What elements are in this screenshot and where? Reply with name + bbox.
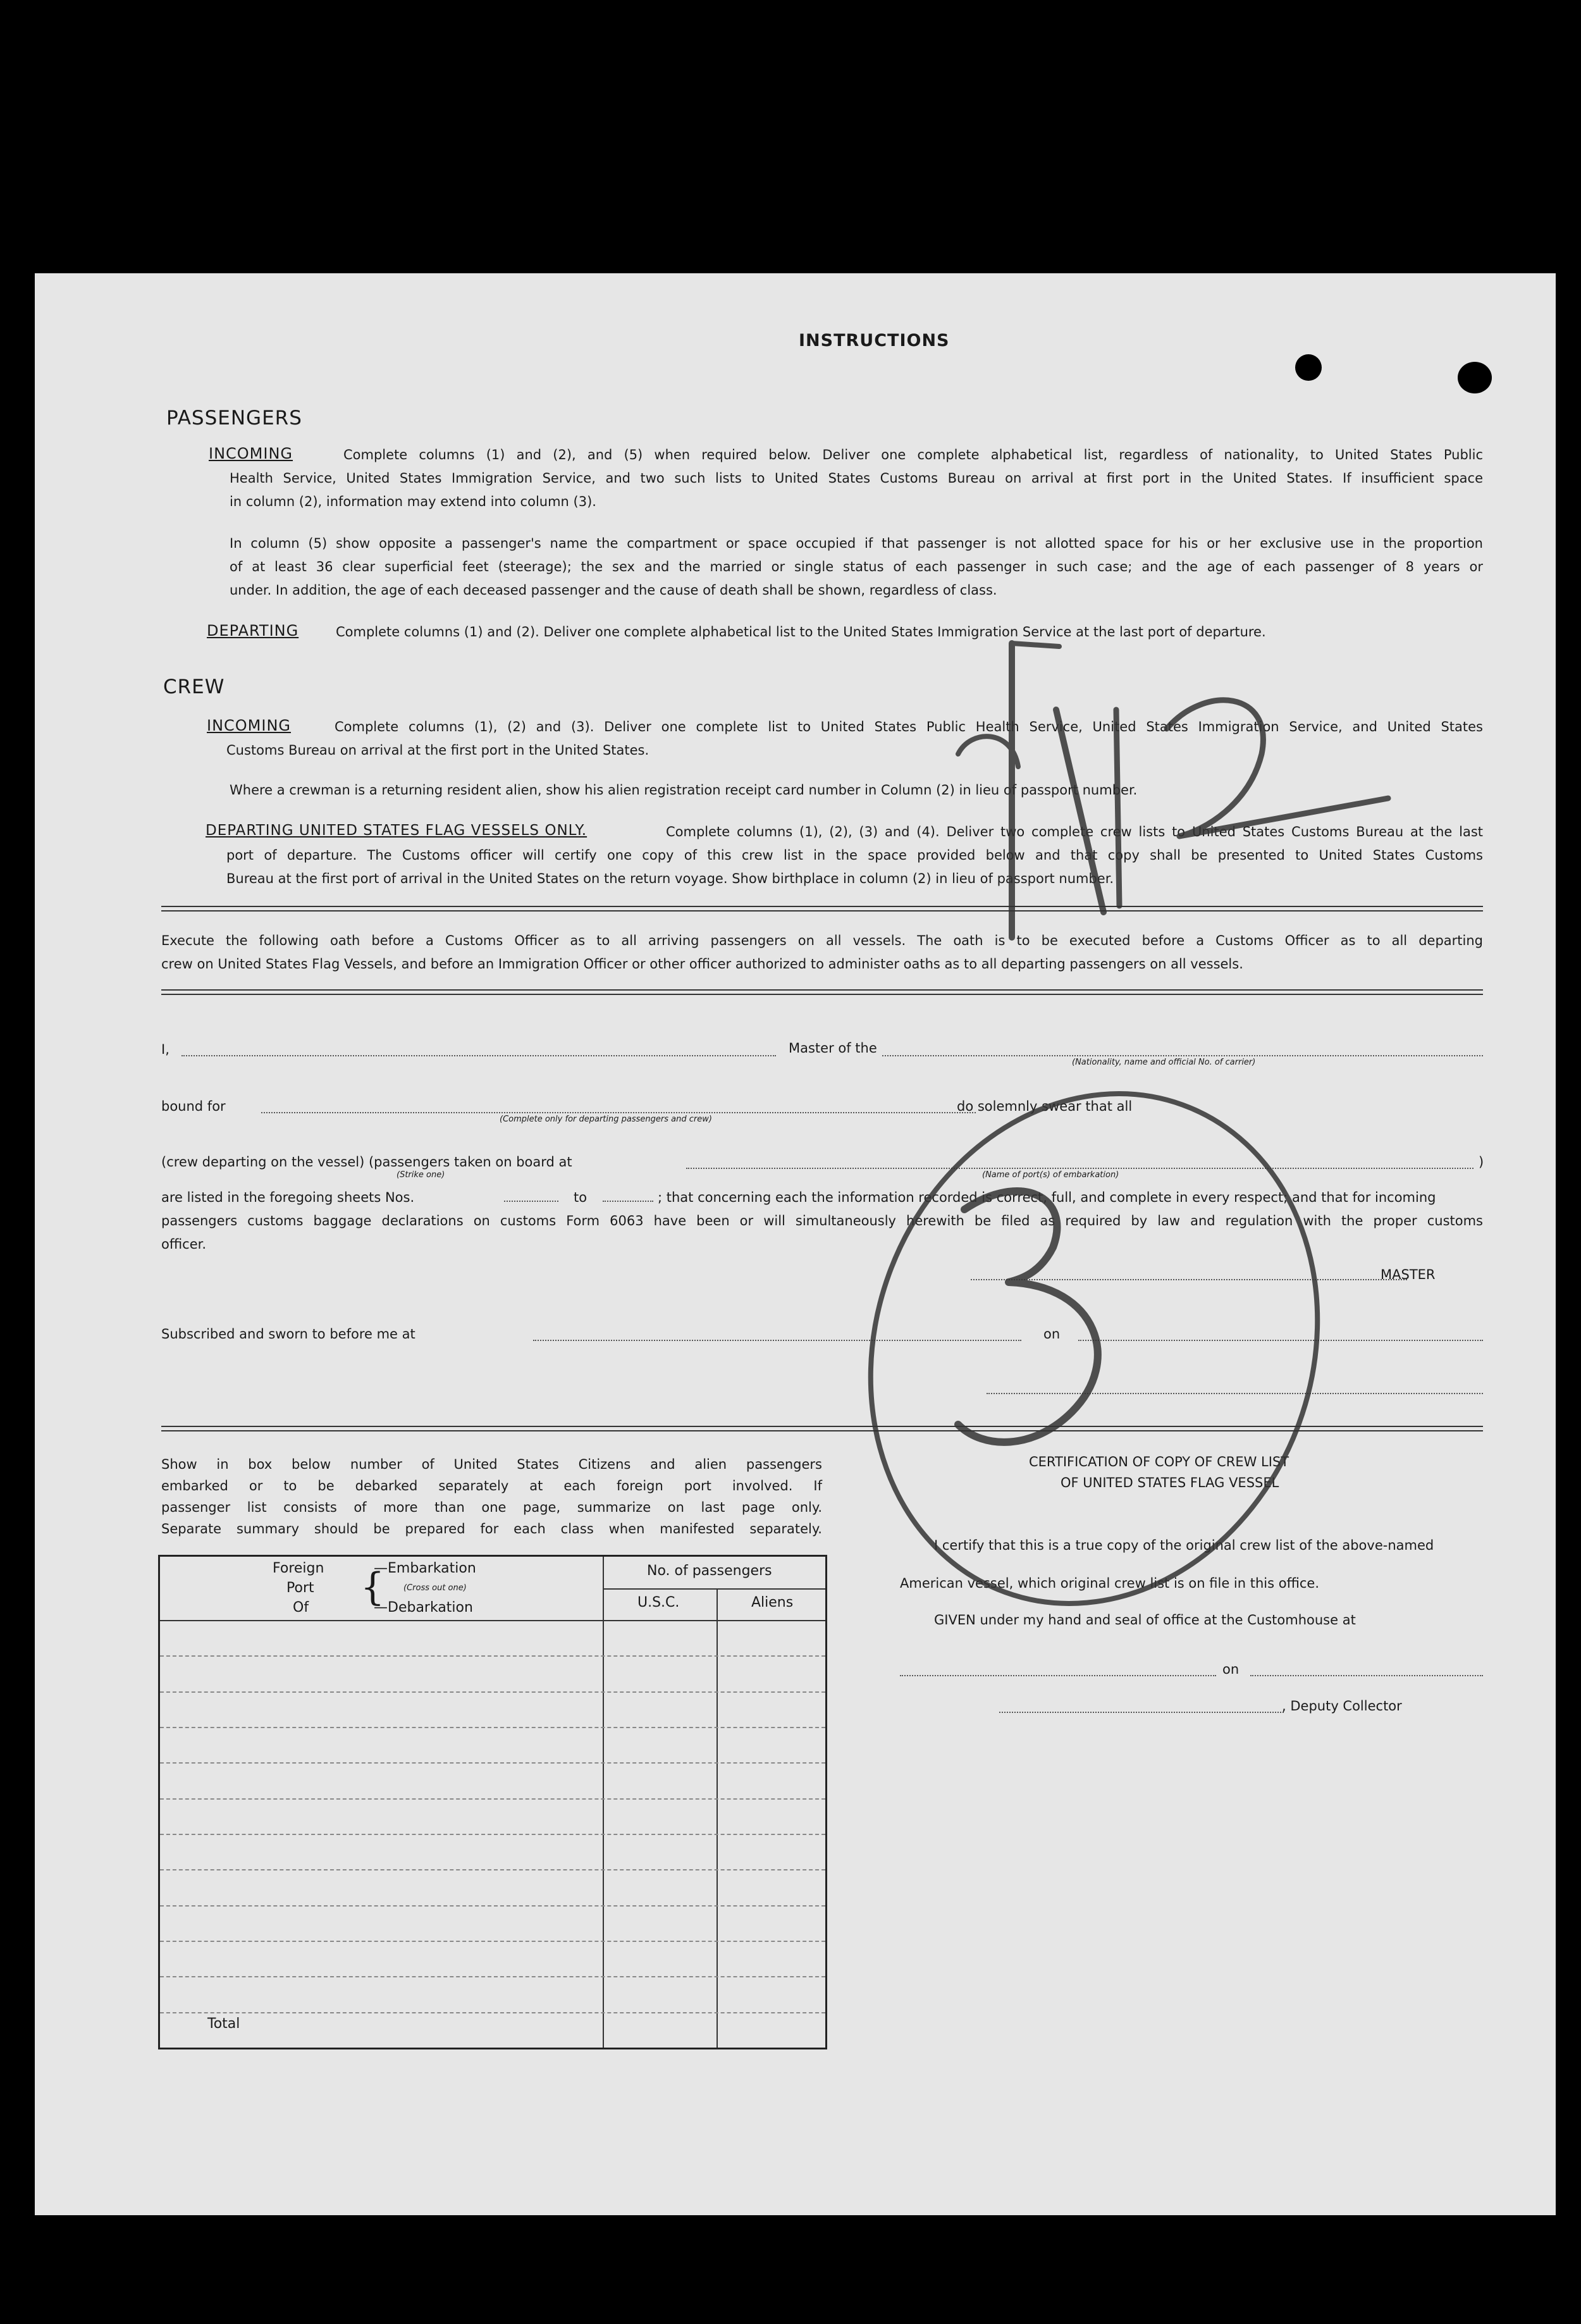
crew-departing-line1: Complete columns (1), (2), (3) and (4). Deliver two complete crew lists to United States Customs Bureau at the last	[666, 824, 1483, 839]
oath-i-label: I,	[161, 1042, 169, 1057]
crew-heading: CREW	[163, 676, 225, 698]
summary-line3: passenger list consists of more than one page, summarize on last page only.	[161, 1500, 822, 1515]
ports-note: (Name of port(s) of embarkation)	[982, 1170, 1119, 1180]
crew-incoming-label: INCOMING	[207, 717, 292, 734]
table-of: Of	[293, 1600, 309, 1616]
passengers-heading: PASSENGERS	[166, 407, 302, 430]
listed-label-b: ; that concerning each the information recorded is correct, full, and complete in every respect; and that for incoming	[658, 1190, 1436, 1205]
passengers-departing-text: Complete columns (1) and (2). Deliver one complete alphabetical list to the United States Immigration Service at the last port of departure.	[336, 624, 1266, 640]
cert-given: GIVEN under my hand and seal of office at the Customhouse at	[934, 1612, 1356, 1628]
cert-deputy-label: , Deputy Collector	[1282, 1698, 1402, 1714]
table-embarkation: —Embarkation	[374, 1561, 476, 1576]
summary-line1: Show in box below number of United States Citizens and alien passengers	[161, 1457, 822, 1472]
strike-one-note: (Strike one)	[397, 1170, 445, 1180]
listed-line2: passengers customs baggage declarations on customs Form 6063 have been or will simultaneously herewith be filed as required by law and regulation with the proper customs	[161, 1213, 1483, 1228]
crew-departing-line2: port of departure. The Customs officer will certify one copy of this crew list in the space provided below and that copy shall be presented to United States Customs	[226, 848, 1483, 863]
passengers-departing-label: DEPARTING	[207, 622, 299, 640]
table-cross-out: (Cross out one)	[403, 1583, 467, 1593]
bound-for-label: bound for	[161, 1099, 226, 1114]
passengers-incoming-label: INCOMING	[209, 445, 293, 462]
oath-intro-line2: crew on United States Flag Vessels, and before an Immigration Officer or other officer authorized to administer oaths as to all departing passengers on all vessels.	[161, 956, 1243, 972]
swear-label: do solemnly swear that all	[957, 1099, 1133, 1114]
brace-icon: {	[360, 1565, 385, 1609]
passengers-incoming-line2: Health Service, United States Immigration Service, and two such lists to United States Customs Bureau on arrival at first port in the United States. If insufficient space	[230, 471, 1483, 486]
cert-line2: American vessel, which original crew list is on file in this office.	[900, 1576, 1320, 1591]
listed-to: to	[574, 1190, 587, 1205]
table-aliens: Aliens	[751, 1595, 794, 1610]
crew-incoming-line1: Complete columns (1), (2) and (3). Deliver one complete list to United States Public Health Service, United States Immigration Service, and United States	[335, 719, 1483, 734]
handwritten-marks	[35, 273, 1556, 2215]
sworn-on-label: on	[1043, 1326, 1061, 1342]
table-no-passengers: No. of passengers	[647, 1563, 772, 1579]
cert-on-label: on	[1222, 1662, 1240, 1677]
table-usc: U.S.C.	[637, 1595, 680, 1610]
table-debarkation: —Debarkation	[374, 1600, 473, 1616]
nationality-note: (Nationality, name and official No. of carrier)	[1072, 1058, 1256, 1067]
cert-line1: I certify that this is a true copy of the original crew list of the above-named	[934, 1538, 1434, 1553]
crew-departing-label: DEPARTING UNITED STATES FLAG VESSELS ONLY.	[206, 822, 587, 839]
col5-line3: under. In addition, the age of each deceased passenger and the cause of death shall be shown, regardless of class.	[230, 583, 997, 598]
table-port: Port	[286, 1580, 314, 1596]
crew-departing-line3: Bureau at the first port of arrival in the United States on the return voyage. Show birthplace in column (2) in lieu of passport number.	[226, 871, 1114, 886]
page-title: INSTRUCTIONS	[799, 331, 950, 350]
summary-line4: Separate summary should be prepared for each class when manifested separately.	[161, 1521, 822, 1536]
cert-title-1: CERTIFICATION OF COPY OF CREW LIST	[1029, 1454, 1289, 1469]
close-paren: )	[1479, 1154, 1484, 1170]
passengers-incoming-line1: Complete columns (1) and (2), and (5) when required below. Deliver one complete alphabetical list, regardless of nationality, to United States Public	[343, 447, 1483, 462]
crew-departing-option: (crew departing on the vessel) (passengers taken on board at	[161, 1154, 572, 1170]
col5-line2: of at least 36 clear superficial feet (steerage); the sex and the married or single status of each passenger in such case; and the age of each passenger of 8 years or	[230, 559, 1483, 574]
master-label: MASTER	[1381, 1267, 1436, 1282]
crew-resident-text: Where a crewman is a returning resident alien, show his alien registration receipt card number in Column (2) in lieu of passport number.	[230, 782, 1138, 798]
complete-only-note: (Complete only for departing passengers and crew)	[500, 1115, 712, 1124]
document-page	[35, 273, 1556, 2215]
cert-title-2: OF UNITED STATES FLAG VESSEL	[1061, 1475, 1279, 1490]
listed-line3: officer.	[161, 1237, 206, 1252]
oath-intro-line1: Execute the following oath before a Customs Officer as to all arriving passengers on all vessels. The oath is to be executed before a Customs Officer as to all departing	[161, 933, 1483, 948]
crew-incoming-line2: Customs Bureau on arrival at the first port in the United States.	[226, 743, 649, 758]
listed-label-a: are listed in the foregoing sheets Nos.	[161, 1190, 415, 1205]
master-of-label: Master of the	[789, 1041, 877, 1056]
table-total: Total	[207, 2016, 240, 2032]
subscribed-label: Subscribed and sworn to before me at	[161, 1326, 415, 1342]
col5-line1: In column (5) show opposite a passenger's name the compartment or space occupied if that passenger is not allotted space for his or her exclusive use in the proportion	[230, 536, 1483, 551]
summary-line2: embarked or to be debarked separately at each foreign port involved. If	[161, 1478, 822, 1493]
passengers-incoming-line3: in column (2), information may extend into column (3).	[230, 494, 596, 509]
table-foreign: Foreign	[273, 1561, 324, 1576]
